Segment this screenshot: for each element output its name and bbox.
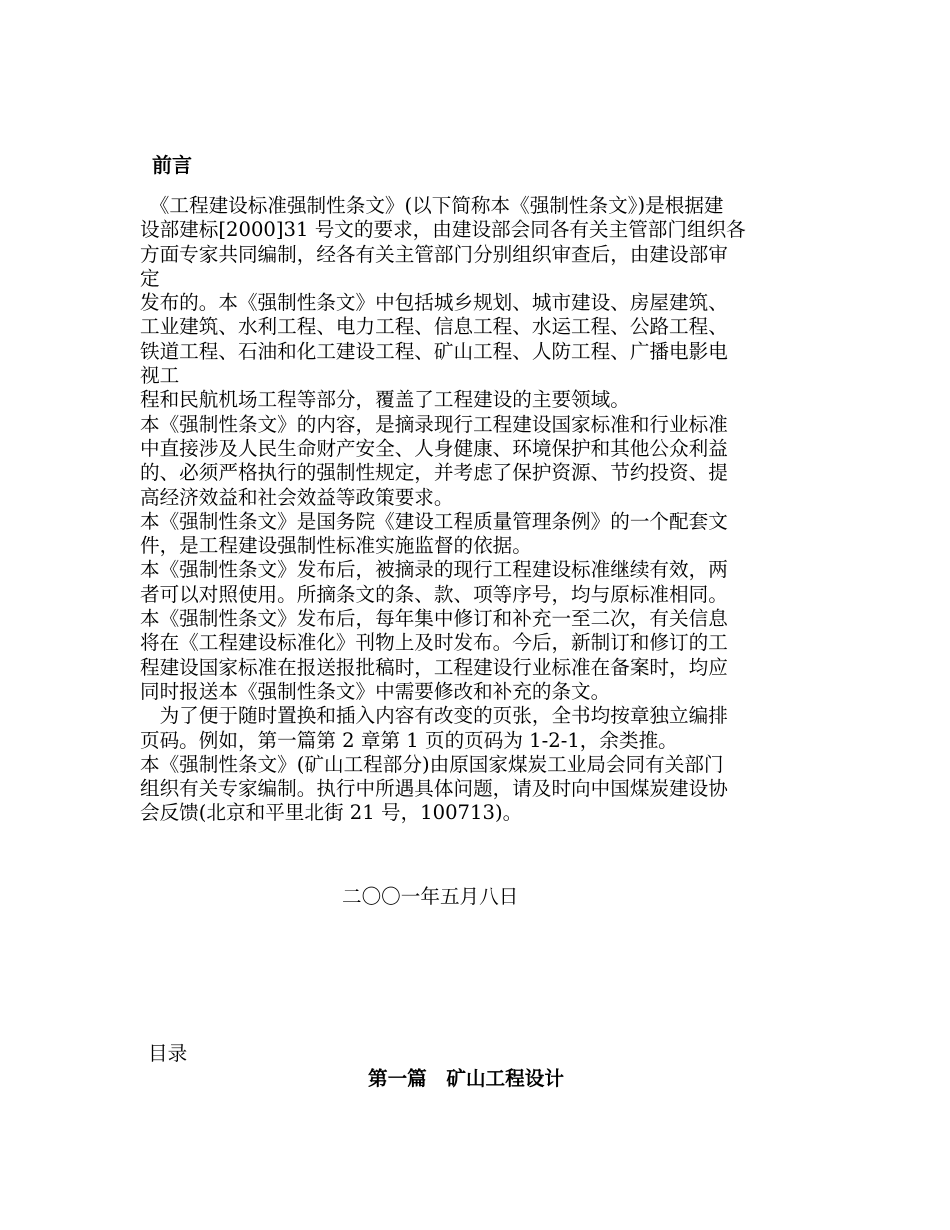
preface-line: 《工程建设标准强制性条文》(以下简称本《强制性条文》)是根据建 xyxy=(140,194,724,217)
toc-label: 目录 xyxy=(148,1042,188,1065)
preface-line: 会反馈(北京和平里北街 21 号，100713)。 xyxy=(140,801,523,825)
preface-line: 将在《工程建设标准化》刊物上及时发布。今后，新制订和修订的工 xyxy=(140,631,728,655)
preface-body xyxy=(140,194,812,826)
preface-line: 本《强制性条文》是国务院《建设工程质量管理条例》的一个配套文 xyxy=(140,509,728,533)
preface-line: 者可以对照使用。所摘条文的条、款、项等序号，均与原标准相同。 xyxy=(140,582,728,606)
preface-line: 同时报送本《强制性条文》中需要修改和补充的条文。 xyxy=(140,679,611,703)
preface-line: 方面专家共同编制，经各有关主管部门分别组织审查后，由建设部审 xyxy=(140,242,728,266)
preface-line: 发布的。本《强制性条文》中包括城乡规划、城市建设、房屋建筑、 xyxy=(140,291,728,315)
preface-line: 中直接涉及人民生命财产安全、人身健康、环境保护和其他公众利益 xyxy=(140,436,728,460)
preface-date: 二〇〇一年五月八日 xyxy=(342,885,519,908)
preface-line: 本《强制性条文》(矿山工程部分)由原国家煤炭工业局会同有关部门 xyxy=(140,752,724,776)
preface-line: 页码。例如，第一篇第 2 章第 1 页的页码为 1-2-1，余类推。 xyxy=(140,728,678,752)
preface-line: 视工 xyxy=(140,364,180,388)
preface-line: 本《强制性条文》发布后，每年集中修订和补充一至二次，有关信息 xyxy=(140,607,728,631)
preface-line: 定 xyxy=(140,266,160,290)
preface-line: 设部建标[2000]31 号文的要求，由建设部会同各有关主管部门组织各 xyxy=(140,218,746,242)
preface-line: 高经济效益和社会效益等政策要求。 xyxy=(140,485,454,509)
preface-line: 本《强制性条文》发布后，被摘录的现行工程建设标准继续有效，两 xyxy=(140,558,728,582)
preface-line: 工业建筑、水利工程、电力工程、信息工程、水运工程、公路工程、 xyxy=(140,315,728,339)
preface-line: 程和民航机场工程等部分，覆盖了工程建设的主要领域。 xyxy=(140,388,630,412)
preface-line: 件，是工程建设强制性标准实施监督的依据。 xyxy=(140,534,532,558)
preface-title: 前言 xyxy=(152,153,192,177)
preface-line: 程建设国家标准在报送报批稿时，工程建设行业标准在备案时，均应 xyxy=(140,655,728,679)
preface-line: 组织有关专家编制。执行中所遇具体问题，请及时向中国煤炭建设协 xyxy=(140,777,728,801)
preface-line: 的、必须严格执行的强制性规定，并考虑了保护资源、节约投资、提 xyxy=(140,461,728,485)
part-title: 第一篇 矿山工程设计 xyxy=(368,1067,564,1090)
preface-line: 本《强制性条文》的内容，是摘录现行工程建设国家标准和行业标准 xyxy=(140,412,728,436)
preface-line: 铁道工程、石油和化工建设工程、矿山工程、人防工程、广播电影电 xyxy=(140,339,728,363)
preface-line: 为了便于随时置换和插入内容有改变的页张，全书均按章独立编排 xyxy=(140,704,728,728)
